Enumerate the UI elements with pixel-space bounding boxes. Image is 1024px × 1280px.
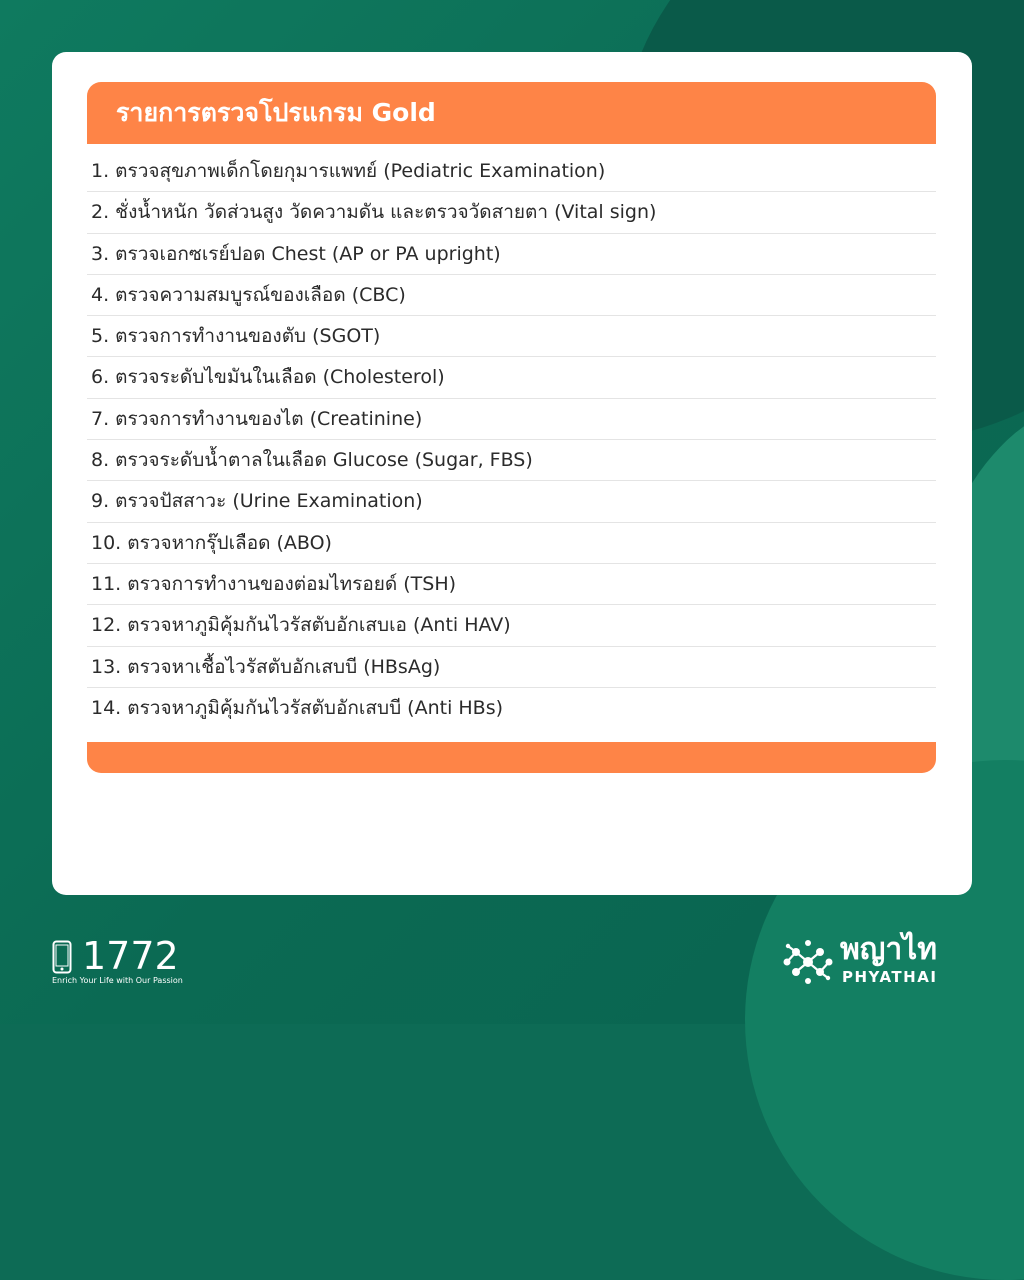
phyathai-logo-icon [782,938,834,986]
list-item [87,647,936,688]
list-item-text: 10. ตรวจหากรุ๊ปเลือด (ABO) [91,531,332,554]
list-item-text: 5. ตรวจการทำงานของตับ (SGOT) [91,325,381,348]
list-item [87,357,936,398]
list-item [87,523,936,564]
list-item [87,564,936,605]
list-item-text: 2. ชั่งน้ำหนัก วัดส่วนสูง วัดความดัน และตรวจวัดสายตา (Vital sign) [91,201,657,224]
phone-icon [52,940,72,974]
brand-name-english: PHYATHAI [842,968,938,986]
list-item-text: 3. ตรวจเอกซเรย์ปอด Chest (AP or PA upright) [91,242,501,265]
list-item [87,688,936,729]
list-item-text: 4. ตรวจความสมบูรณ์ของเลือด (CBC) [91,283,406,306]
list-item-text: 13. ตรวจหาเชื้อไวรัสตับอักเสบบี (HBsAg) [91,655,441,678]
list-item [87,275,936,316]
list-item-text: 11. ตรวจการทำงานของต่อมไทรอยด์ (TSH) [91,572,457,595]
list-item [87,316,936,357]
list-item-text: 9. ตรวจปัสสาวะ (Urine Examination) [91,490,423,513]
list-item-text: 7. ตรวจการทำงานของไต (Creatinine) [91,407,423,430]
list-item-text: 1. ตรวจสุขภาพเด็กโดยกุมารแพทย์ (Pediatric Examination) [91,160,606,182]
panel-title: รายการตรวจโปรแกรม Gold [116,98,436,127]
panel-header [87,82,936,144]
list-item [87,481,936,522]
list-item-text: 14. ตรวจหาภูมิคุ้มกันไวรัสตับอักเสบบี (Anti HBs) [91,696,504,719]
list-item-text: 8. ตรวจระดับน้ำตาลในเลือด Glucose (Sugar, FBS) [91,449,533,472]
list-item [87,399,936,440]
brand-logo [782,932,982,992]
hotline-number: 1772 [82,934,179,978]
list-item [87,234,936,275]
list-item [87,440,936,481]
hotline-tagline: Enrich Your Life with Our Passion [52,976,183,985]
checkup-list [87,151,936,729]
list-item [87,192,936,233]
list-item-text: 12. ตรวจหาภูมิคุ้มกันไวรัสตับอักเสบเอ (Anti HAV) [91,614,511,637]
list-item [87,151,936,192]
brand-name-thai: พญาไท [840,932,938,967]
hotline [52,934,252,994]
list-item-text: 6. ตรวจระดับไขมันในเลือด (Cholesterol) [91,366,445,389]
panel-footer-bar [87,742,936,773]
list-item [87,605,936,646]
program-card [52,52,972,895]
